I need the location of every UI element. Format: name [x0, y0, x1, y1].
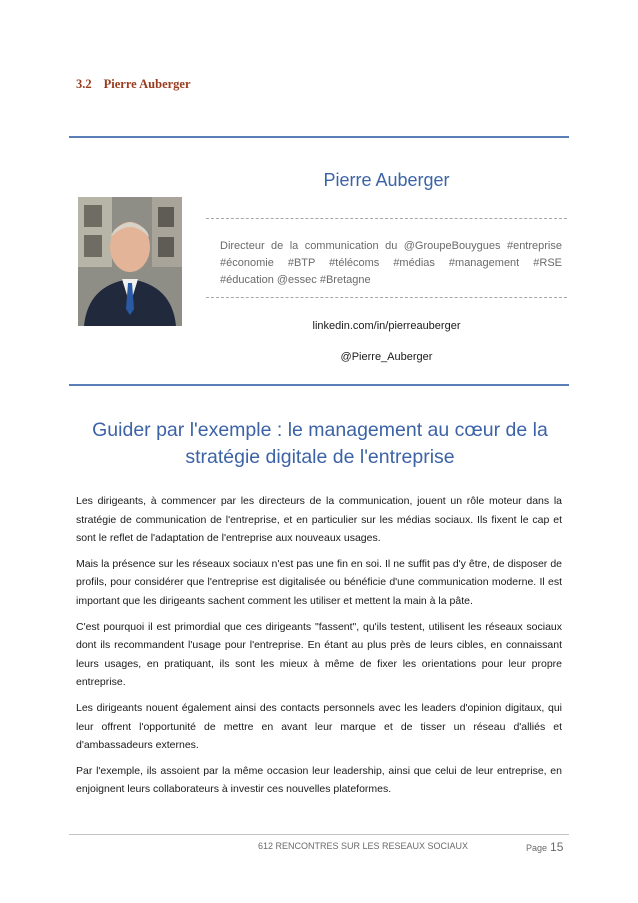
paragraph: Les dirigeants, à commencer par les directeurs de la communication, jouent un rôle moteur dans la stratégie de communication de l'entreprise, et en particulier sur les médias sociaux. Ils fixent le cap et sont le reflet de l'adaptation de l'entreprise aux nouveaux usages. [76, 495, 562, 545]
section-title: Pierre Auberger [103, 77, 191, 91]
profile-bio: Directeur de la communication du @GroupeBouygues #entreprise #économie #BTP #télécoms #médias #management #RSE #éducation @essec #Bretagne [220, 240, 562, 286]
paragraph: Les dirigeants nouent également ainsi des contacts personnels avec les leaders d'opinion digitaux, qui leur offrent l'opportunité de mettre en avant leur marque et de tisser un réseau d'alliés et d'ambassadeurs externes. [76, 701, 562, 752]
page-number: 15 [550, 840, 564, 854]
bio-top-rule [206, 218, 567, 219]
page-label: Page [526, 843, 548, 853]
profile-bottom-rule [69, 384, 569, 386]
footer-rule [69, 834, 569, 835]
section-number: 3.2 [76, 77, 92, 91]
portrait-photo-icon [78, 197, 182, 326]
profile-top-rule [69, 136, 569, 138]
profile-name: Pierre Auberger [323, 170, 450, 190]
paragraph: Mais la présence sur les réseaux sociaux n'est pas une fin en soi. Il ne suffit pas d'y être, de disposer de profils, pour considérer que l'entreprise est digitalisée ou bénéficie d'une communication moderne. Il est important que les dirigeants sachent comment les utiliser et mettent la main à la pâte. [76, 557, 562, 607]
article-body [76, 492, 562, 806]
footer-title: 612 RENCONTRES SUR LES RESEAUX SOCIAUX [258, 841, 469, 851]
paragraph: Par l'exemple, ils assoient par la même occasion leur leadership, ainsi que celui de leur entreprise, en enjoignent leurs collaborateurs à investir ces nouvelles plateformes. [76, 764, 562, 796]
paragraph: C'est pourquoi il est primordial que ces dirigeants "fassent", qu'ils testent, utilisent les réseaux sociaux dont ils recommandent l'usage pour l'entreprise. En étant au plus près de leurs cibles, en connaissant leurs usages, en pratiquant, ils sont les mieux à même de fixer les orientations pour leur propre entreprise. [76, 620, 562, 689]
bio-bottom-rule [206, 297, 567, 298]
twitter-handle[interactable]: @Pierre_Auberger [340, 351, 433, 363]
linkedin-link[interactable]: linkedin.com/in/pierreauberger [312, 320, 461, 332]
footer-page [526, 840, 563, 854]
section-heading [76, 77, 191, 92]
article-title: Guider par l'exemple : le management au cœur de la stratégie digitale de l'entreprise [92, 419, 548, 468]
